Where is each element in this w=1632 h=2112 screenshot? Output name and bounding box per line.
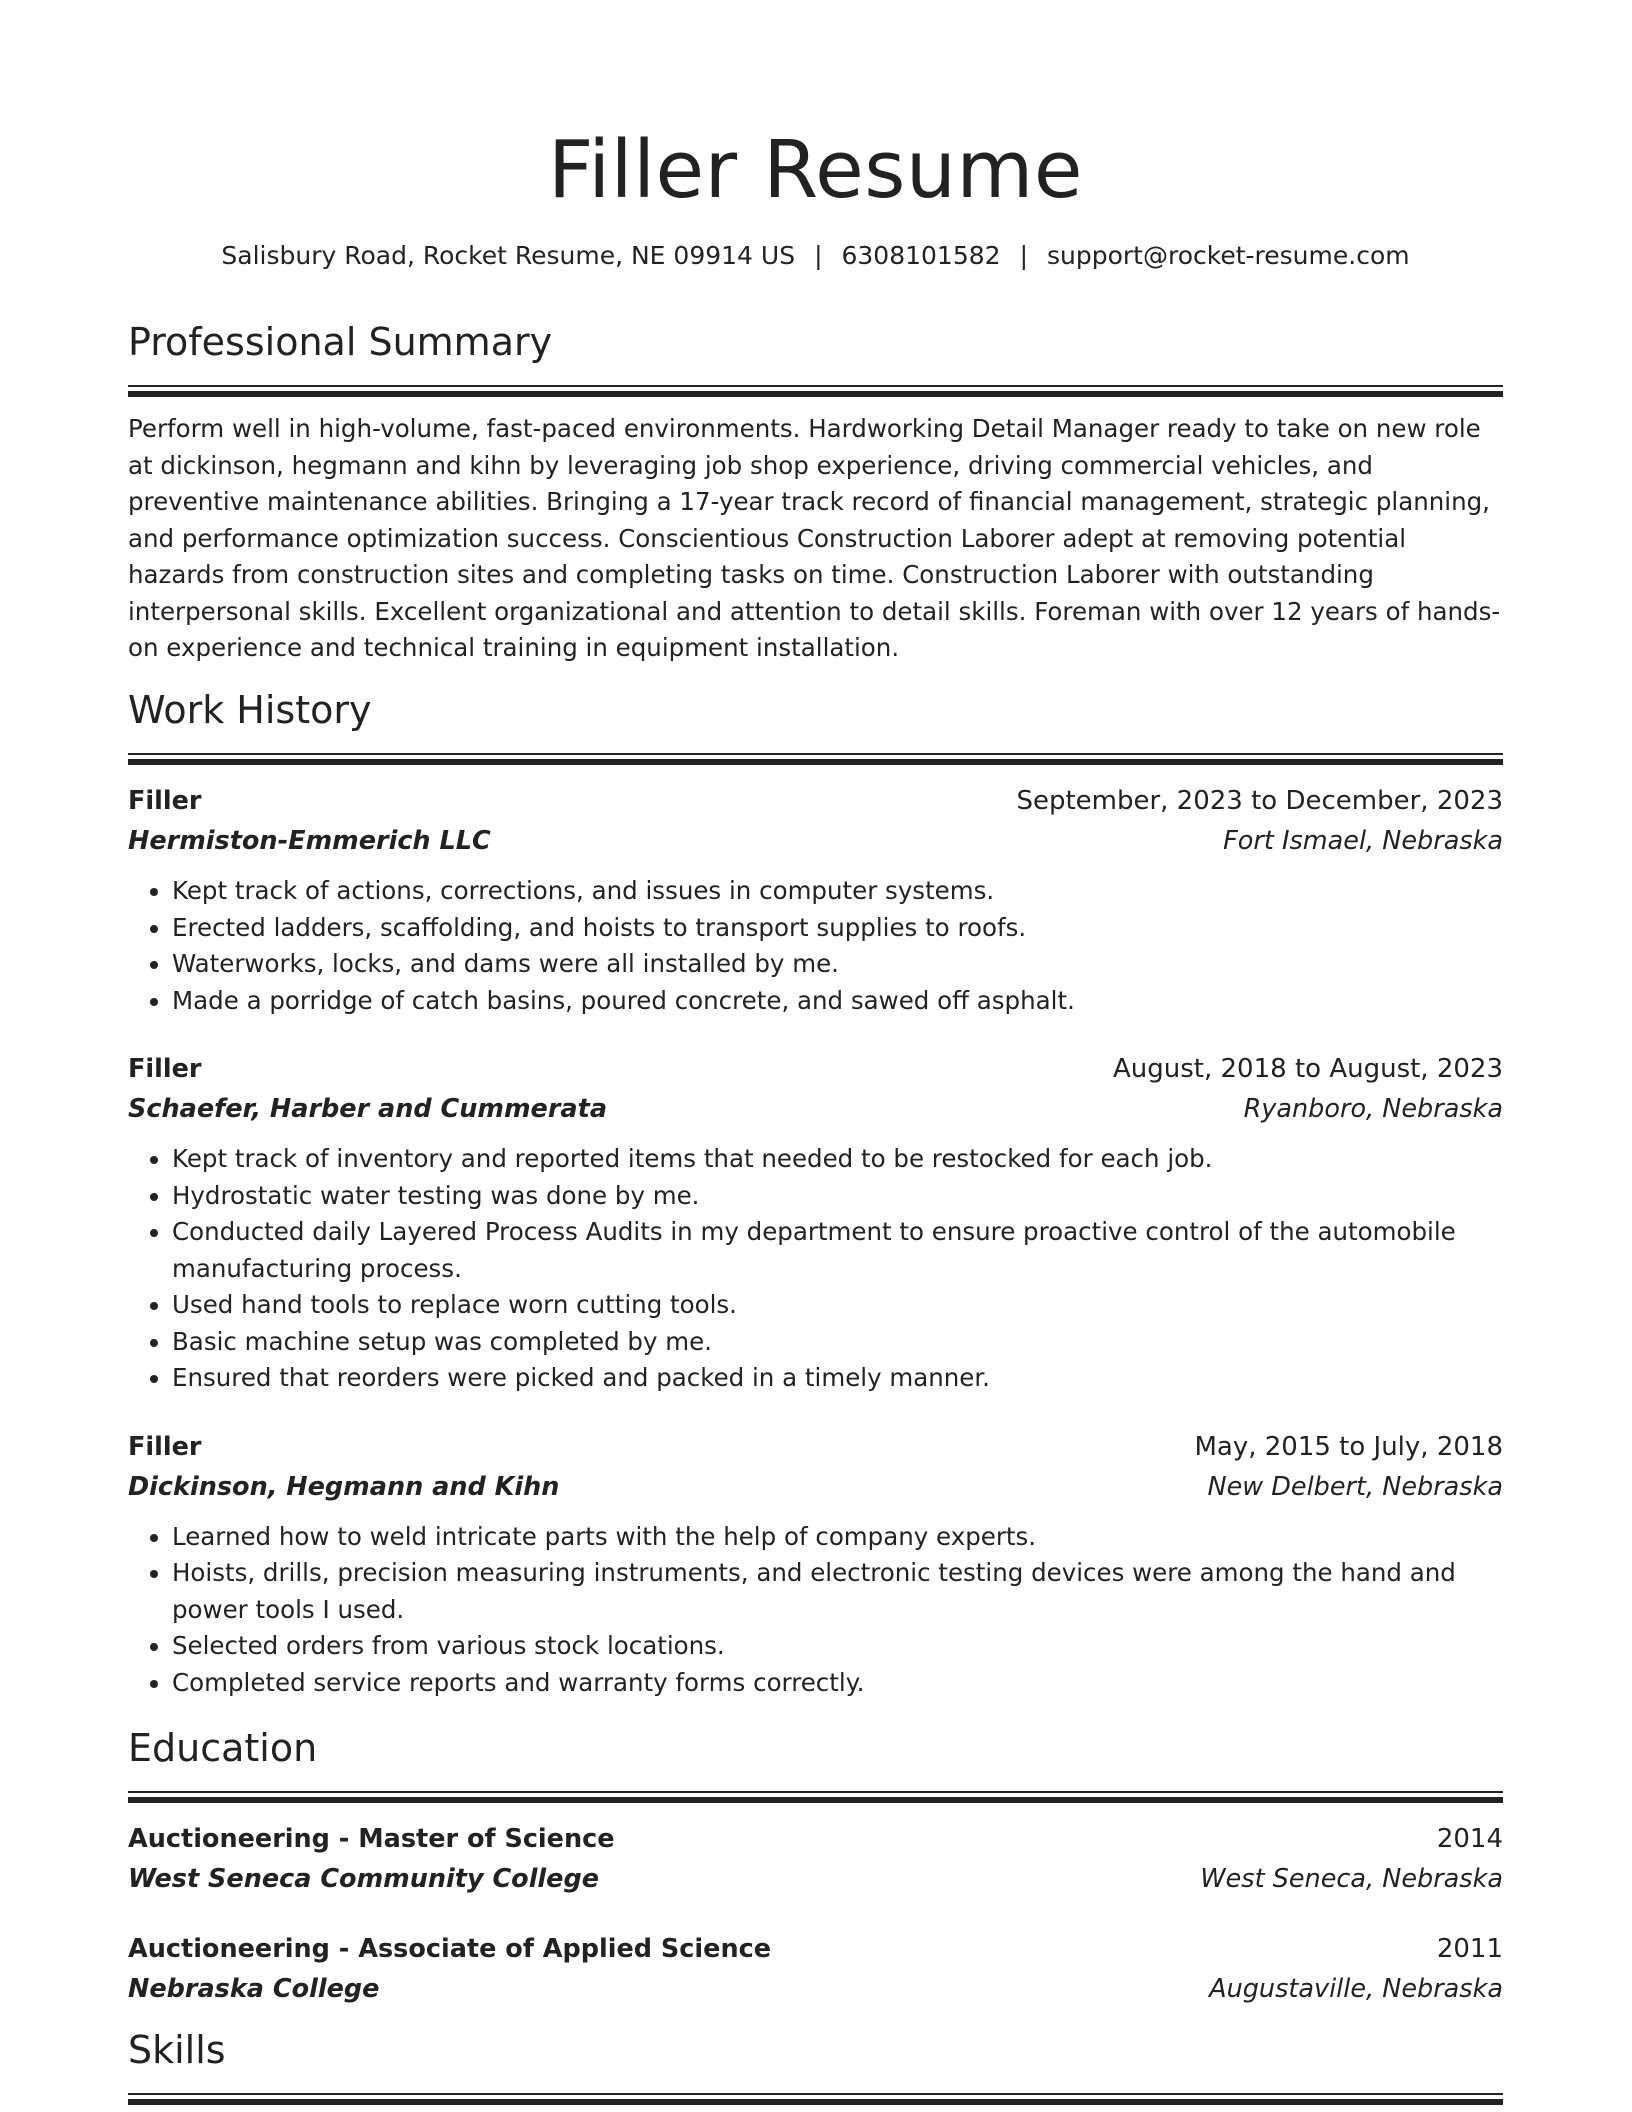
education-year: 2011 [1436, 1934, 1503, 1964]
education-location: West Seneca, Nebraska [1200, 1864, 1503, 1894]
job-bullet: • Used hand tools to replace worn cutting tools. [172, 1287, 1503, 1324]
job-dates: September, 2023 to December, 2023 [1016, 786, 1503, 816]
job-bullet: • Basic machine setup was completed by me. [172, 1324, 1503, 1361]
contact-line [128, 238, 1503, 274]
job-bullet: • Kept track of inventory and reported items that needed to be restocked for each job. [172, 1141, 1503, 1178]
job-company: Hermiston-Emmerich LLC [128, 826, 491, 856]
section-title-education: Education [128, 1726, 318, 1770]
education-degree: Auctioneering - Associate of Applied Science [128, 1934, 772, 1964]
section-divider-thick [128, 391, 1503, 397]
education-school: Nebraska College [128, 1974, 380, 2004]
job-bullets [128, 1141, 1503, 1397]
job-entry [128, 781, 1503, 1019]
job-bullet: • Kept track of actions, corrections, and issues in computer systems. [172, 873, 1503, 910]
section-divider-thick [128, 759, 1503, 765]
job-bullet: • Hydrostatic water testing was done by me. [172, 1178, 1503, 1215]
job-bullet: • Completed service reports and warranty forms correctly. [172, 1665, 1503, 1702]
education-header [128, 1819, 1503, 1859]
job-bullet: • Made a porridge of catch basins, poured concrete, and sawed off asphalt. [172, 983, 1503, 1020]
job-bullet: • Ensured that reorders were picked and packed in a timely manner. [172, 1360, 1503, 1397]
job-bullet: • Waterworks, locks, and dams were all installed by me. [172, 946, 1503, 983]
education-subheader [128, 1859, 1503, 1899]
education-section [128, 1724, 1503, 2009]
section-divider [128, 2093, 1503, 2095]
job-bullet: • Erected ladders, scaffolding, and hoists to transport supplies to roofs. [172, 910, 1503, 947]
education-entry [128, 1929, 1503, 2009]
contact-separator: | [814, 241, 823, 270]
job-entry [128, 1427, 1503, 1702]
education-degree: Auctioneering - Master of Science [128, 1824, 615, 1854]
job-bullet: • Hoists, drills, precision measuring instruments, and electronic testing devices were among the hand and power tools I used. [172, 1555, 1503, 1628]
job-dates: May, 2015 to July, 2018 [1194, 1431, 1503, 1462]
education-entry [128, 1819, 1503, 1899]
section-title-summary: Professional Summary [128, 320, 553, 364]
skills-section [128, 2026, 1503, 2105]
job-bullet: • Conducted daily Layered Process Audits in my department to ensure proactive control of the automobile manufacturing process. [172, 1214, 1503, 1287]
job-location: Ryanboro, Nebraska [1243, 1094, 1503, 1124]
education-year: 2014 [1436, 1824, 1503, 1854]
job-bullet: • Learned how to weld intricate parts with the help of company experts. [172, 1519, 1503, 1556]
job-dates: August, 2018 to August, 2023 [1113, 1054, 1503, 1084]
summary-text: Perform well in high-volume, fast-paced environments. Hardworking Detail Manager ready to take on new role at dickinson, hegmann and kihn by leveraging job shop experience, driving commercial vehicles, and preventive maintenance abilities. Bringing a 17-year track record of financial management, strategic planning, and performance optimization success. Conscientious Construction Laborer adept at removing potential hazards from construction sites and completing tasks on time. Construction Laborer with outstanding interpersonal skills. Excellent organizational and attention to detail skills. Foreman with over 12 years of hands-on experience and technical training in equipment installation. [128, 414, 1501, 662]
section-divider [128, 385, 1503, 387]
job-subheader [128, 1089, 1503, 1129]
education-header [128, 1929, 1503, 1969]
education-school: West Seneca Community College [128, 1864, 600, 1894]
job-subheader [128, 1467, 1503, 1507]
job-entry [128, 1049, 1503, 1397]
job-header [128, 781, 1503, 821]
section-divider [128, 1791, 1503, 1793]
resume-name: Filler Resume [548, 124, 1083, 216]
summary-section [128, 318, 1503, 667]
contact-address: Salisbury Road, Rocket Resume, NE 09914 US [221, 241, 796, 270]
job-bullets [128, 1519, 1503, 1702]
job-bullet: • Selected orders from various stock locations. [172, 1628, 1503, 1665]
job-title: Filler [128, 1054, 202, 1084]
job-location: Fort Ismael, Nebraska [1223, 826, 1503, 856]
job-subheader [128, 821, 1503, 861]
job-header [128, 1049, 1503, 1089]
section-title-skills: Skills [128, 2028, 226, 2072]
section-divider-thick [128, 1797, 1503, 1803]
section-divider-thick [128, 2099, 1503, 2105]
job-title: Filler [128, 1431, 202, 1462]
contact-email[interactable]: support@rocket-resume.com [1047, 241, 1410, 270]
job-company: Schaefer, Harber and Cummerata [128, 1094, 608, 1124]
contact-separator: | [1019, 241, 1028, 270]
work-history-section [128, 686, 1503, 1701]
job-bullets [128, 873, 1503, 1019]
resume-page [128, 0, 1503, 2072]
job-company: Dickinson, Hegmann and Kihn [128, 1471, 560, 1502]
education-location: Augustaville, Nebraska [1209, 1974, 1503, 2004]
job-location: New Delbert, Nebraska [1207, 1471, 1503, 1502]
education-subheader [128, 1969, 1503, 2009]
section-title-work-history: Work History [128, 688, 372, 732]
contact-phone: 6308101582 [841, 241, 1001, 270]
job-title: Filler [128, 786, 202, 816]
job-header [128, 1427, 1503, 1467]
section-divider [128, 753, 1503, 755]
